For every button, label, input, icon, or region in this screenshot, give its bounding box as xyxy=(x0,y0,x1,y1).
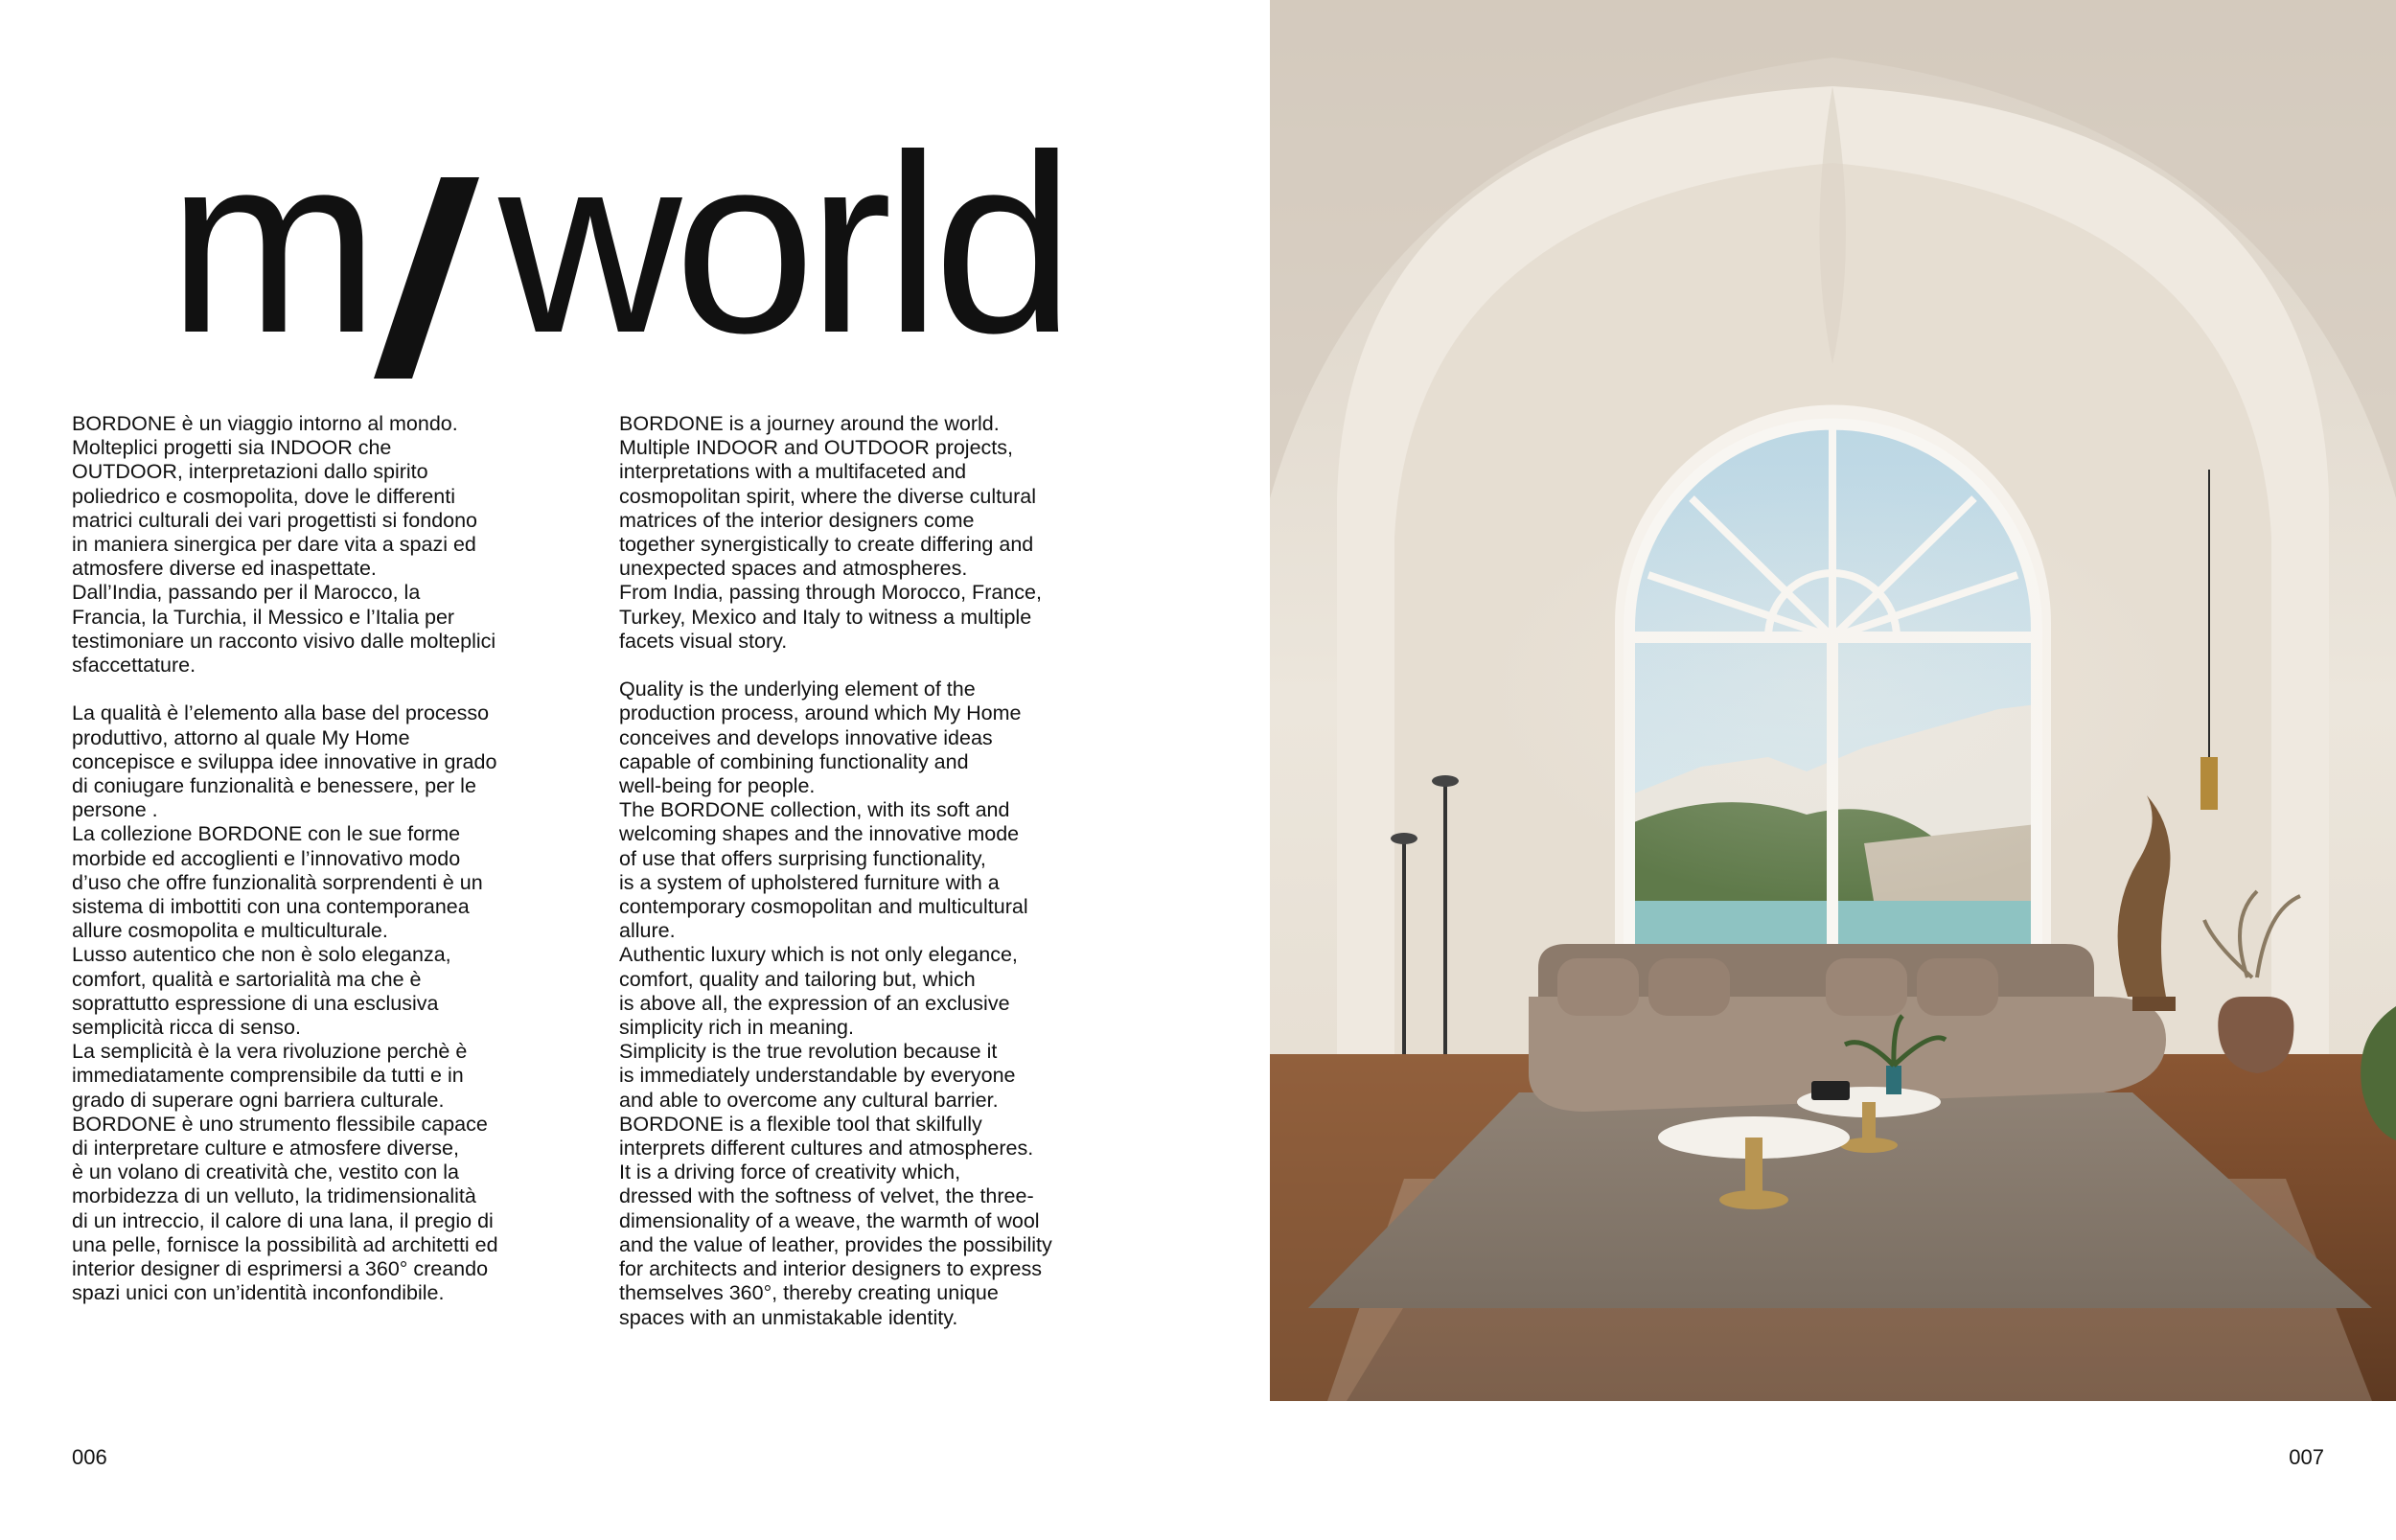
interior-scene-illustration xyxy=(1270,0,2396,1401)
m-world-logo xyxy=(168,101,1126,388)
interior-photo xyxy=(1270,0,2396,1401)
logo-letter-m: m xyxy=(168,103,374,386)
logo-slash-mark xyxy=(374,177,479,379)
page-number-left: 006 xyxy=(72,1445,107,1469)
italian-paragraph-intro: BORDONE è un viaggio intorno al mondo. Molteplici progetti sia INDOOR che OUTDOOR, interpretazioni dallo spirito poliedrico e cosmopolita, dove le differenti matrici culturali dei vari progettisti si fondono in maniera sinergica per dare vita a spazi ed atmosfere diverse ed inaspettate. Dall’India, passando per il Marocco, la Francia, la Turchia, il Messico e l’Italia per testimoniare un racconto visivo dalle molteplici sfaccettature. xyxy=(72,412,496,678)
italian-text-column xyxy=(72,412,594,1306)
page-number-right: 007 xyxy=(2289,1445,2324,1469)
english-paragraph-quality: Quality is the underlying element of the production process, around which My Home conceives and develops innovative ideas capable of combining functionality and well-being for people. The BORDONE collection, with its soft and welcoming shapes and the innovative mode of use that offers surprising functionality, is a system of upholstered furniture with a contemporary cosmopolitan and multicultural allure. Authentic luxury which is not only elegance, comfort, quality and tailoring but, which is above all, the expression of an exclusive simplicity rich in meaning. Simplicity is the true revolution because it is immediately understandable by everyone and able to overcome any cultural barrier. BORDONE is a flexible tool that skilfully interprets different cultures and atmospheres. It is a driving force of creativity which, dressed with the softness of velvet, the three- dimensionality of a weave, the warmth of wool and the value of leather, provides the possibility for architects and interior designers to express themselves 360°, thereby creating unique spaces with an unmistakable identity. xyxy=(619,678,1052,1329)
english-paragraph-intro: BORDONE is a journey around the world. Multiple INDOOR and OUTDOOR projects, interpretations with a multifaceted and cosmopolitan spirit, where the diverse cultural matrices of the interior designers come together synergistically to create differing and unexpected spaces and atmospheres. From India, passing through Morocco, France, Turkey, Mexico and Italy to witness a multiple facets visual story. xyxy=(619,412,1042,653)
english-text-column xyxy=(619,412,1156,1330)
logo-word-world: world xyxy=(498,103,1068,386)
italian-paragraph-quality: La qualità è l’elemento alla base del processo produttivo, attorno al quale My Home concepisce e sviluppa idee innovative in grado di coniugare funzionalità e benessere, per le persone . La collezione BORDONE con le sue forme morbide ed accoglienti e l’innovativo modo d’uso che offre funzionalità sorprendenti è un sistema di imbottiti con una contemporanea allure cosmopolita e multiculturale. Lusso autentico che non è solo eleganza, comfort, qualità e sartorialità ma che è soprattutto espressione di una esclusiva semplicità ricca di senso. La semplicità è la vera rivoluzione perchè è immediatamente comprensibile da tutti e in grado di superare ogni barriera culturale. BORDONE è uno strumento flessibile capace di interpretare culture e atmosfere diverse, è un volano di creatività che, vestito con la morbidezza di un velluto, la tridimensionalità di un intreccio, il calore di una lana, il pregio di una pelle, fornisce la possibilità ad architetti ed interior designer di esprimersi a 360° creando spazi unici con un’identità inconfondibile. xyxy=(72,701,498,1305)
